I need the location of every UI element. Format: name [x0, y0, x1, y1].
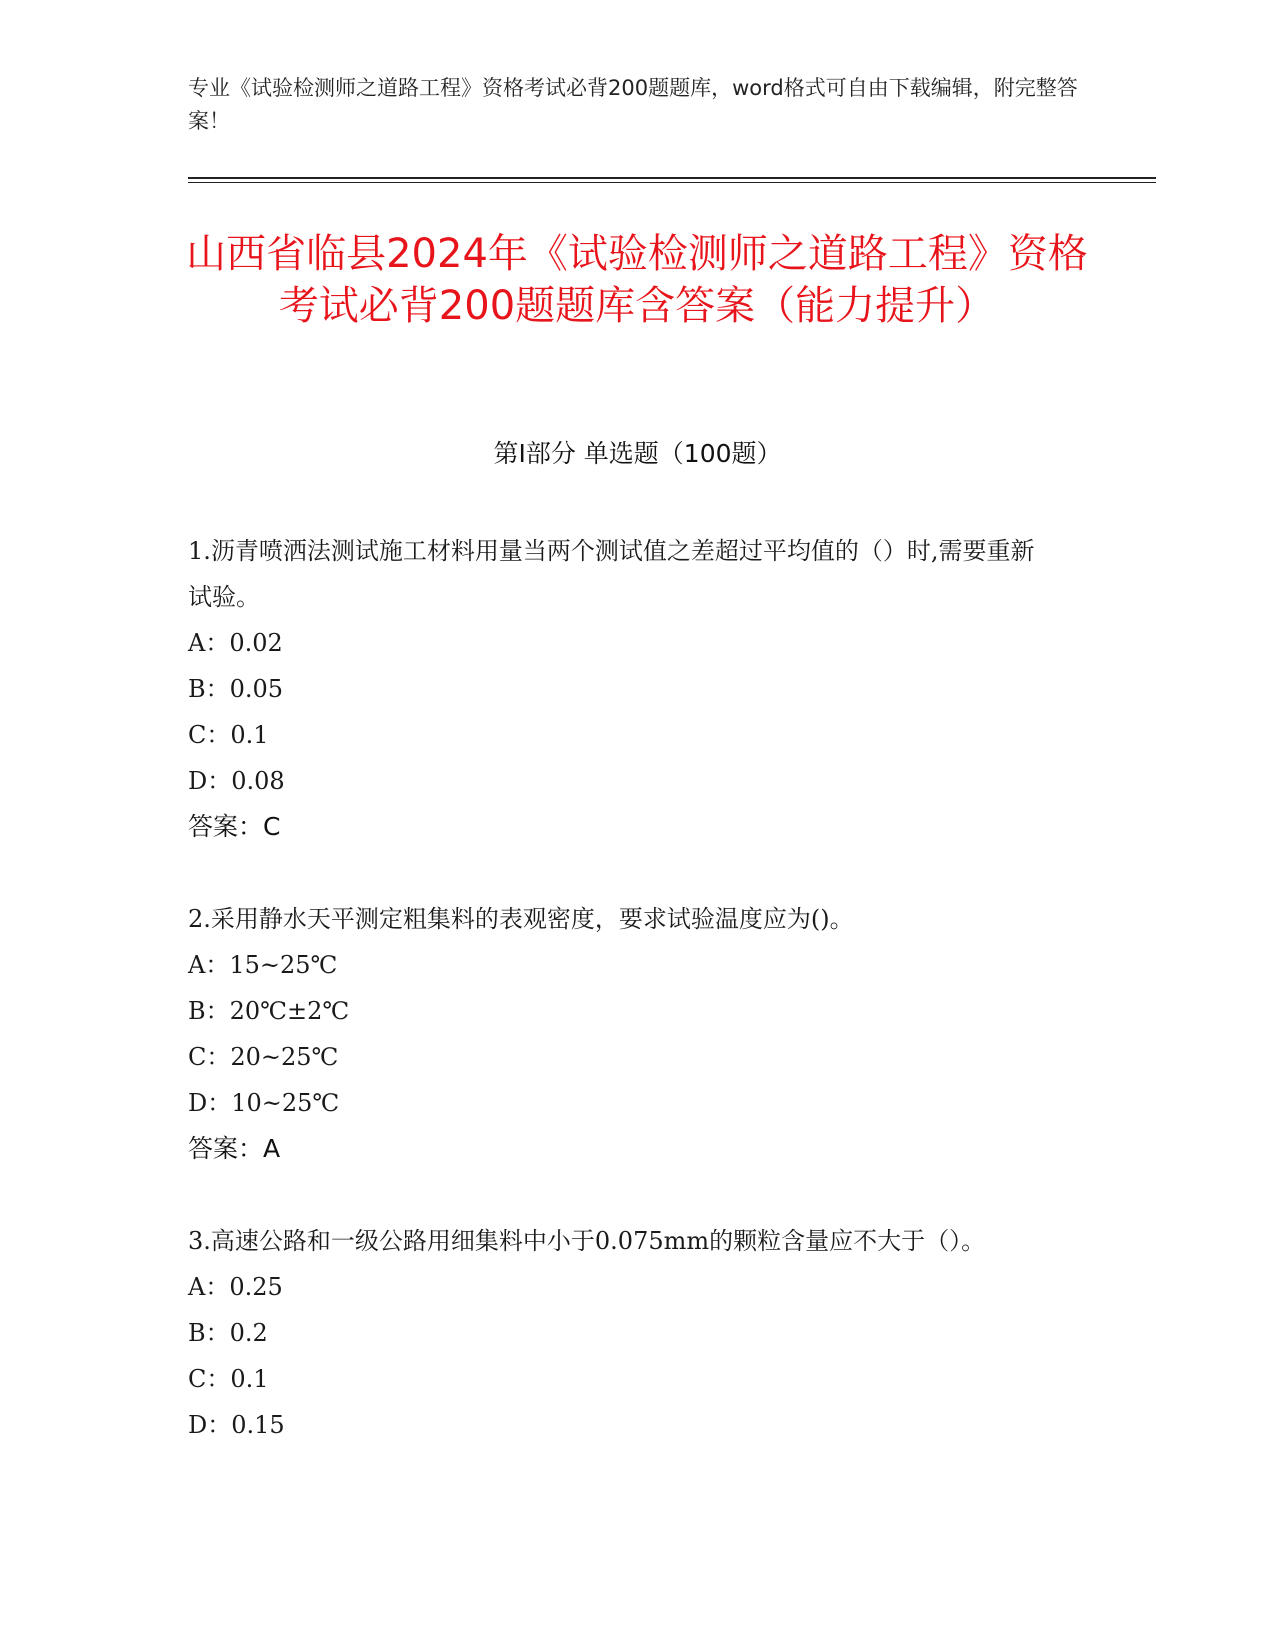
question-stem: 1.沥青喷洒法测试施工材料用量当两个测试值之差超过平均值的（）时,需要重新试验。 — [188, 537, 1035, 611]
option-d: D：0.08 — [188, 767, 285, 795]
question-stem: 2.采用静水天平测定粗集料的表观密度，要求试验温度应为()。 — [188, 905, 854, 933]
question-stem: 3.高速公路和一级公路用细集料中小于0.075mm的颗粒含量应不大于（）。 — [188, 1227, 986, 1255]
option-d: D：0.15 — [188, 1411, 285, 1439]
question-list — [188, 528, 1058, 1494]
answer-line: 答案：C — [188, 812, 281, 841]
header-rule-thin — [188, 182, 1156, 183]
option-b: B：0.2 — [188, 1319, 268, 1347]
answer-line: 答案：A — [188, 1134, 281, 1163]
option-a: A：0.02 — [188, 629, 283, 657]
option-a: A：0.25 — [188, 1273, 283, 1301]
section-heading: 第I部分 单选题（100题） — [493, 439, 782, 468]
document-title: 山西省临县2024年《试验检测师之道路工程》资格考试必背200题题库含答案（能力提升） — [186, 231, 1088, 329]
header-rule-thick — [188, 177, 1156, 179]
option-b: B：0.05 — [188, 675, 284, 703]
option-c: C：20~25℃ — [188, 1043, 339, 1071]
option-a: A：15~25℃ — [188, 951, 338, 979]
option-b: B：20℃±2℃ — [188, 997, 350, 1025]
question-1 — [188, 528, 1058, 850]
header-note: 专业《试验检测师之道路工程》资格考试必背200题题库，word格式可自由下载编辑，附完整答案！ — [188, 76, 1078, 133]
option-d: D：10~25℃ — [188, 1089, 340, 1117]
option-c: C：0.1 — [188, 721, 269, 749]
question-2 — [188, 896, 1058, 1172]
question-3 — [188, 1218, 1058, 1448]
option-c: C：0.1 — [188, 1365, 269, 1393]
